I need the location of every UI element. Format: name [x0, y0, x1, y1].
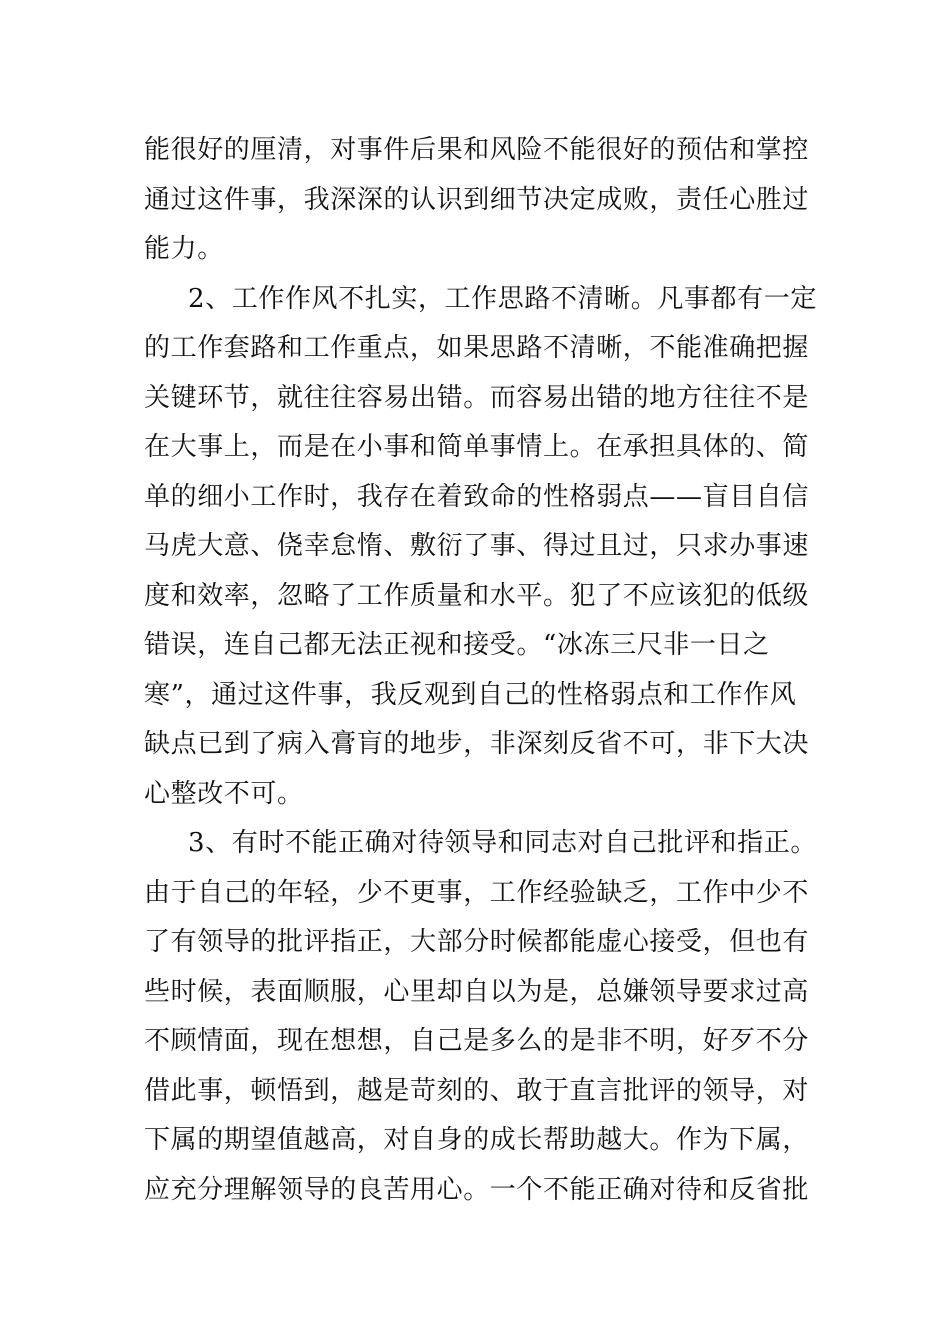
text-line: 了有领导的批评指正，大部分时候都能虚心接受，但也有	[144, 927, 810, 957]
text-line: 不顾情面，现在想想，自己是多么的是非不明，好歹不分	[144, 1026, 810, 1056]
text-line: 能力。	[144, 234, 224, 264]
text-line: 的工作套路和工作重点，如果思路不清晰，不能准确把握	[144, 333, 810, 363]
text-line: 些时候，表面顺服，心里却自以为是，总嫌领导要求过高	[144, 976, 810, 1007]
text-line: 马虎大意、侥幸怠惰、敷衍了事、得过且过，只求办事速	[144, 531, 810, 561]
text-line: 心整改不可。	[144, 778, 304, 809]
text-line: 在大事上，而是在小事和简单事情上。在承担具体的、简	[144, 432, 810, 462]
text-line: 下属的期望值越高，对自身的成长帮助越大。作为下属，	[144, 1125, 810, 1155]
text-line: 通过这件事，我深深的认识到细节决定成败，责任心胜过	[144, 184, 810, 215]
text-line: 度和效率，忽略了工作质量和水平。犯了不应该犯的低级	[144, 580, 810, 611]
text-line: 单的细小工作时，我存在着致命的性格弱点——盲目自信	[144, 481, 810, 512]
text-line: 由于自己的年轻，少不更事，工作经验缺乏，工作中少不	[144, 877, 810, 908]
text-line: 错误，连自己都无法正视和接受。“冰冻三尺非一日之	[144, 630, 770, 660]
text-line: 应充分理解领导的良苦用心。一个不能正确对待和反省批	[144, 1174, 810, 1205]
text-line: 借此事，顿悟到，越是苛刻的、敢于直言批评的领导，对	[144, 1075, 810, 1106]
text-line: 能很好的厘清，对事件后果和风险不能很好的预估和掌控	[144, 135, 810, 165]
paragraph-2-start-line: 2、工作作风不扎实，工作思路不清晰。凡事都有一定	[188, 283, 817, 314]
text-line: 寒”，通过这件事，我反观到自己的性格弱点和工作作风	[144, 679, 797, 710]
text-line: 关键环节，就往往容易出错。而容易出错的地方往往不是	[144, 382, 810, 413]
paragraph-3-start-line: 3、有时不能正确对待领导和同志对自己批评和指正。	[188, 828, 817, 858]
body-text	[144, 126, 824, 1215]
text-line: 缺点已到了病入膏肓的地步，非深刻反省不可，非下大决	[144, 729, 810, 759]
